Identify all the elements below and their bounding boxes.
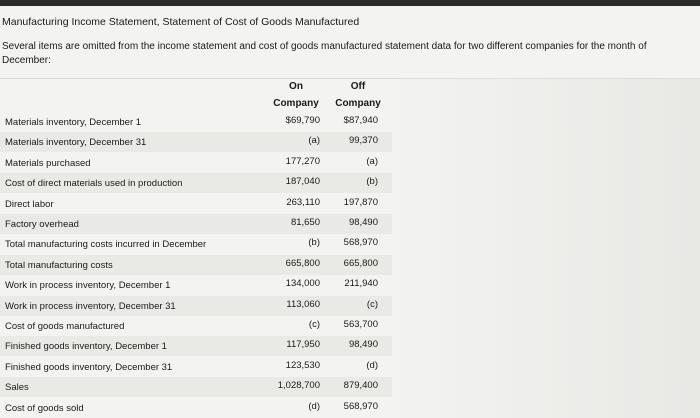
table-row: [0, 112, 392, 132]
row-label: Materials inventory, December 31: [5, 137, 147, 149]
on-company-value: 177,270: [285, 155, 320, 167]
off-company-value: 879,400: [343, 380, 378, 392]
off-company-value: 665,800: [343, 257, 378, 269]
row-label: Finished goods inventory, December 1: [5, 341, 167, 353]
table-row: [0, 398, 392, 418]
row-label: Materials inventory, December 1: [5, 117, 142, 128]
column-header-line: Company: [273, 98, 319, 109]
row-label: Cost of goods manufactured: [5, 321, 125, 332]
on-company-value: $69,790: [285, 115, 320, 126]
top-bar: [0, 0, 700, 6]
row-label: Sales: [5, 382, 29, 394]
column-header-line: Off: [350, 81, 366, 92]
on-company-value: 117,950: [286, 339, 320, 351]
column-header-off-company: [330, 78, 386, 112]
row-label: Factory overhead: [5, 219, 79, 230]
off-company-value: 99,370: [348, 135, 378, 147]
off-company-value: 98,490: [348, 339, 378, 351]
table-row: [0, 296, 392, 316]
off-company-value: 563,700: [343, 319, 378, 330]
on-company-value: (d): [308, 400, 320, 412]
off-company-value: 568,970: [343, 400, 378, 412]
row-label: Total manufacturing costs: [5, 259, 113, 271]
table-row: [0, 214, 392, 234]
on-company-value: 81,650: [290, 217, 320, 228]
on-company-value: 665,800: [285, 257, 320, 269]
page-title: Manufacturing Income Statement, Statement of Cost of Goods Manufactured: [2, 16, 360, 28]
column-header-line: On: [289, 81, 303, 92]
row-label: Cost of direct materials used in production: [5, 178, 183, 190]
row-label: Finished goods inventory, December 31: [5, 361, 173, 373]
table-row: [0, 194, 392, 214]
row-label: Total manufacturing costs incurred in December: [5, 239, 207, 251]
off-company-value: (c): [366, 298, 378, 310]
background-area: [392, 79, 700, 418]
row-label: Work in process inventory, December 1: [5, 280, 171, 292]
table-row: [0, 377, 392, 397]
off-company-value: 197,870: [343, 196, 378, 208]
off-company-value: (d): [366, 359, 378, 371]
off-company-value: $87,940: [343, 115, 378, 126]
column-header-line: Company: [335, 98, 381, 109]
row-label: Direct labor: [5, 198, 54, 210]
row-label: Work in process inventory, December 31: [5, 300, 176, 312]
table-row: [0, 132, 392, 152]
row-label: Cost of goods sold: [5, 402, 84, 414]
row-label: Materials purchased: [5, 157, 91, 169]
table-row: [0, 275, 392, 295]
off-company-value: 211,940: [344, 278, 378, 290]
on-company-value: (a): [308, 135, 320, 147]
table-row: [0, 255, 392, 275]
on-company-value: 134,000: [285, 278, 320, 290]
on-company-value: 187,040: [285, 176, 320, 188]
off-company-value: (a): [366, 155, 378, 167]
off-company-value: 568,970: [343, 237, 378, 249]
table-row: [0, 234, 392, 254]
on-company-value: 263,110: [286, 196, 320, 208]
on-company-value: 123,530: [285, 359, 320, 371]
problem-description: Several items are omitted from the income statement and cost of goods manufactured statement data for two different companies for the month of December:: [2, 41, 647, 66]
on-company-value: (c): [308, 319, 320, 330]
table-row: [0, 357, 392, 377]
off-company-value: (b): [366, 176, 378, 188]
table-row: [0, 153, 392, 173]
on-company-value: (b): [308, 237, 320, 249]
off-company-value: 98,490: [348, 217, 378, 228]
column-header-on-company: [268, 78, 324, 112]
table-row: [0, 316, 392, 336]
on-company-value: 1,028,700: [277, 380, 320, 392]
on-company-value: 113,060: [286, 298, 320, 310]
table-row: [0, 336, 392, 356]
table-row: [0, 173, 392, 193]
